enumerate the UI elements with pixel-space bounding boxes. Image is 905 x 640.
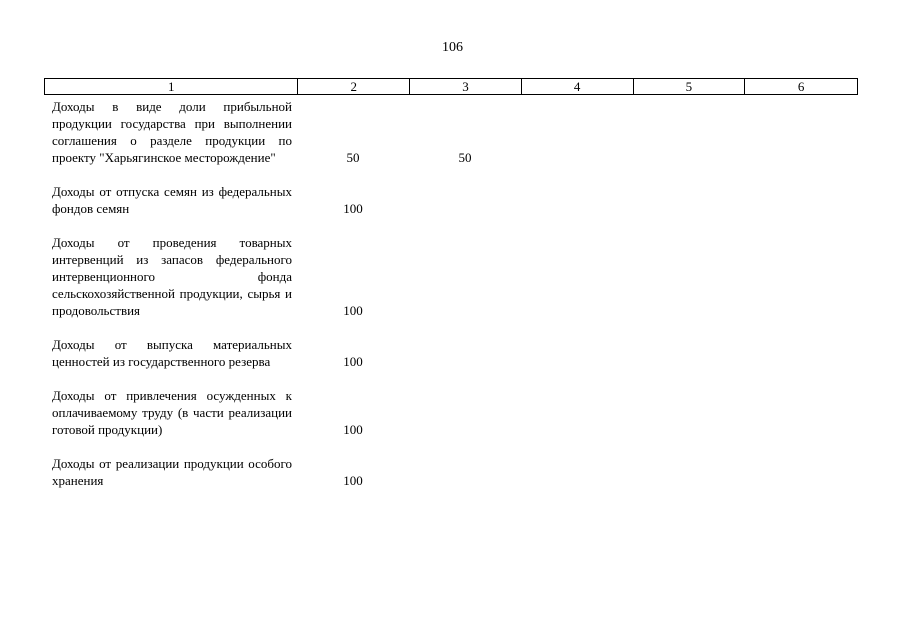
table-row [44,234,858,319]
row-values [292,98,521,166]
header-col-2: 2 [297,79,409,94]
row-value-col2: 100 [343,473,363,488]
table-body [44,98,858,506]
row-description: Доходы в виде доли прибыльной продукции государства при выполнении соглашения о разделе продукции по проекту "Харьягинское месторождение" [52,99,292,165]
row-values [292,336,521,370]
row-value-col2: 50 [346,150,360,165]
table-row [44,98,858,166]
row-values [292,455,521,489]
header-col-3: 3 [409,79,521,94]
row-values [292,387,521,438]
row-description: Доходы от проведения товарных интервенций из запасов федерального интервенционного фонда сельскохозяйственной продукции, сырья и продовольствия [52,235,292,318]
row-description: Доходы от реализации продукции особого хранения [52,456,292,488]
table-header [44,78,858,95]
table-row [44,387,858,438]
row-value-col2: 100 [343,303,363,318]
header-col-5: 5 [633,79,745,94]
table-row [44,455,858,489]
row-values [292,183,521,217]
header-col-6: 6 [744,79,857,94]
row-value-col3: 50 [458,150,472,165]
row-value-col2: 100 [343,422,363,437]
header-col-4: 4 [521,79,633,94]
table-row [44,183,858,217]
row-description: Доходы от привлечения осужденных к оплачиваемому труду (в части реализации готовой продукции) [52,388,292,437]
row-description: Доходы от выпуска материальных ценностей из государственного резерва [52,337,292,369]
row-value-col2: 100 [343,354,363,369]
row-description: Доходы от отпуска семян из федеральных фондов семян [52,184,292,216]
page-number: 106 [442,40,463,55]
row-value-col2: 100 [343,201,363,216]
row-values [292,234,521,319]
header-col-1: 1 [167,79,175,94]
table-row [44,336,858,370]
